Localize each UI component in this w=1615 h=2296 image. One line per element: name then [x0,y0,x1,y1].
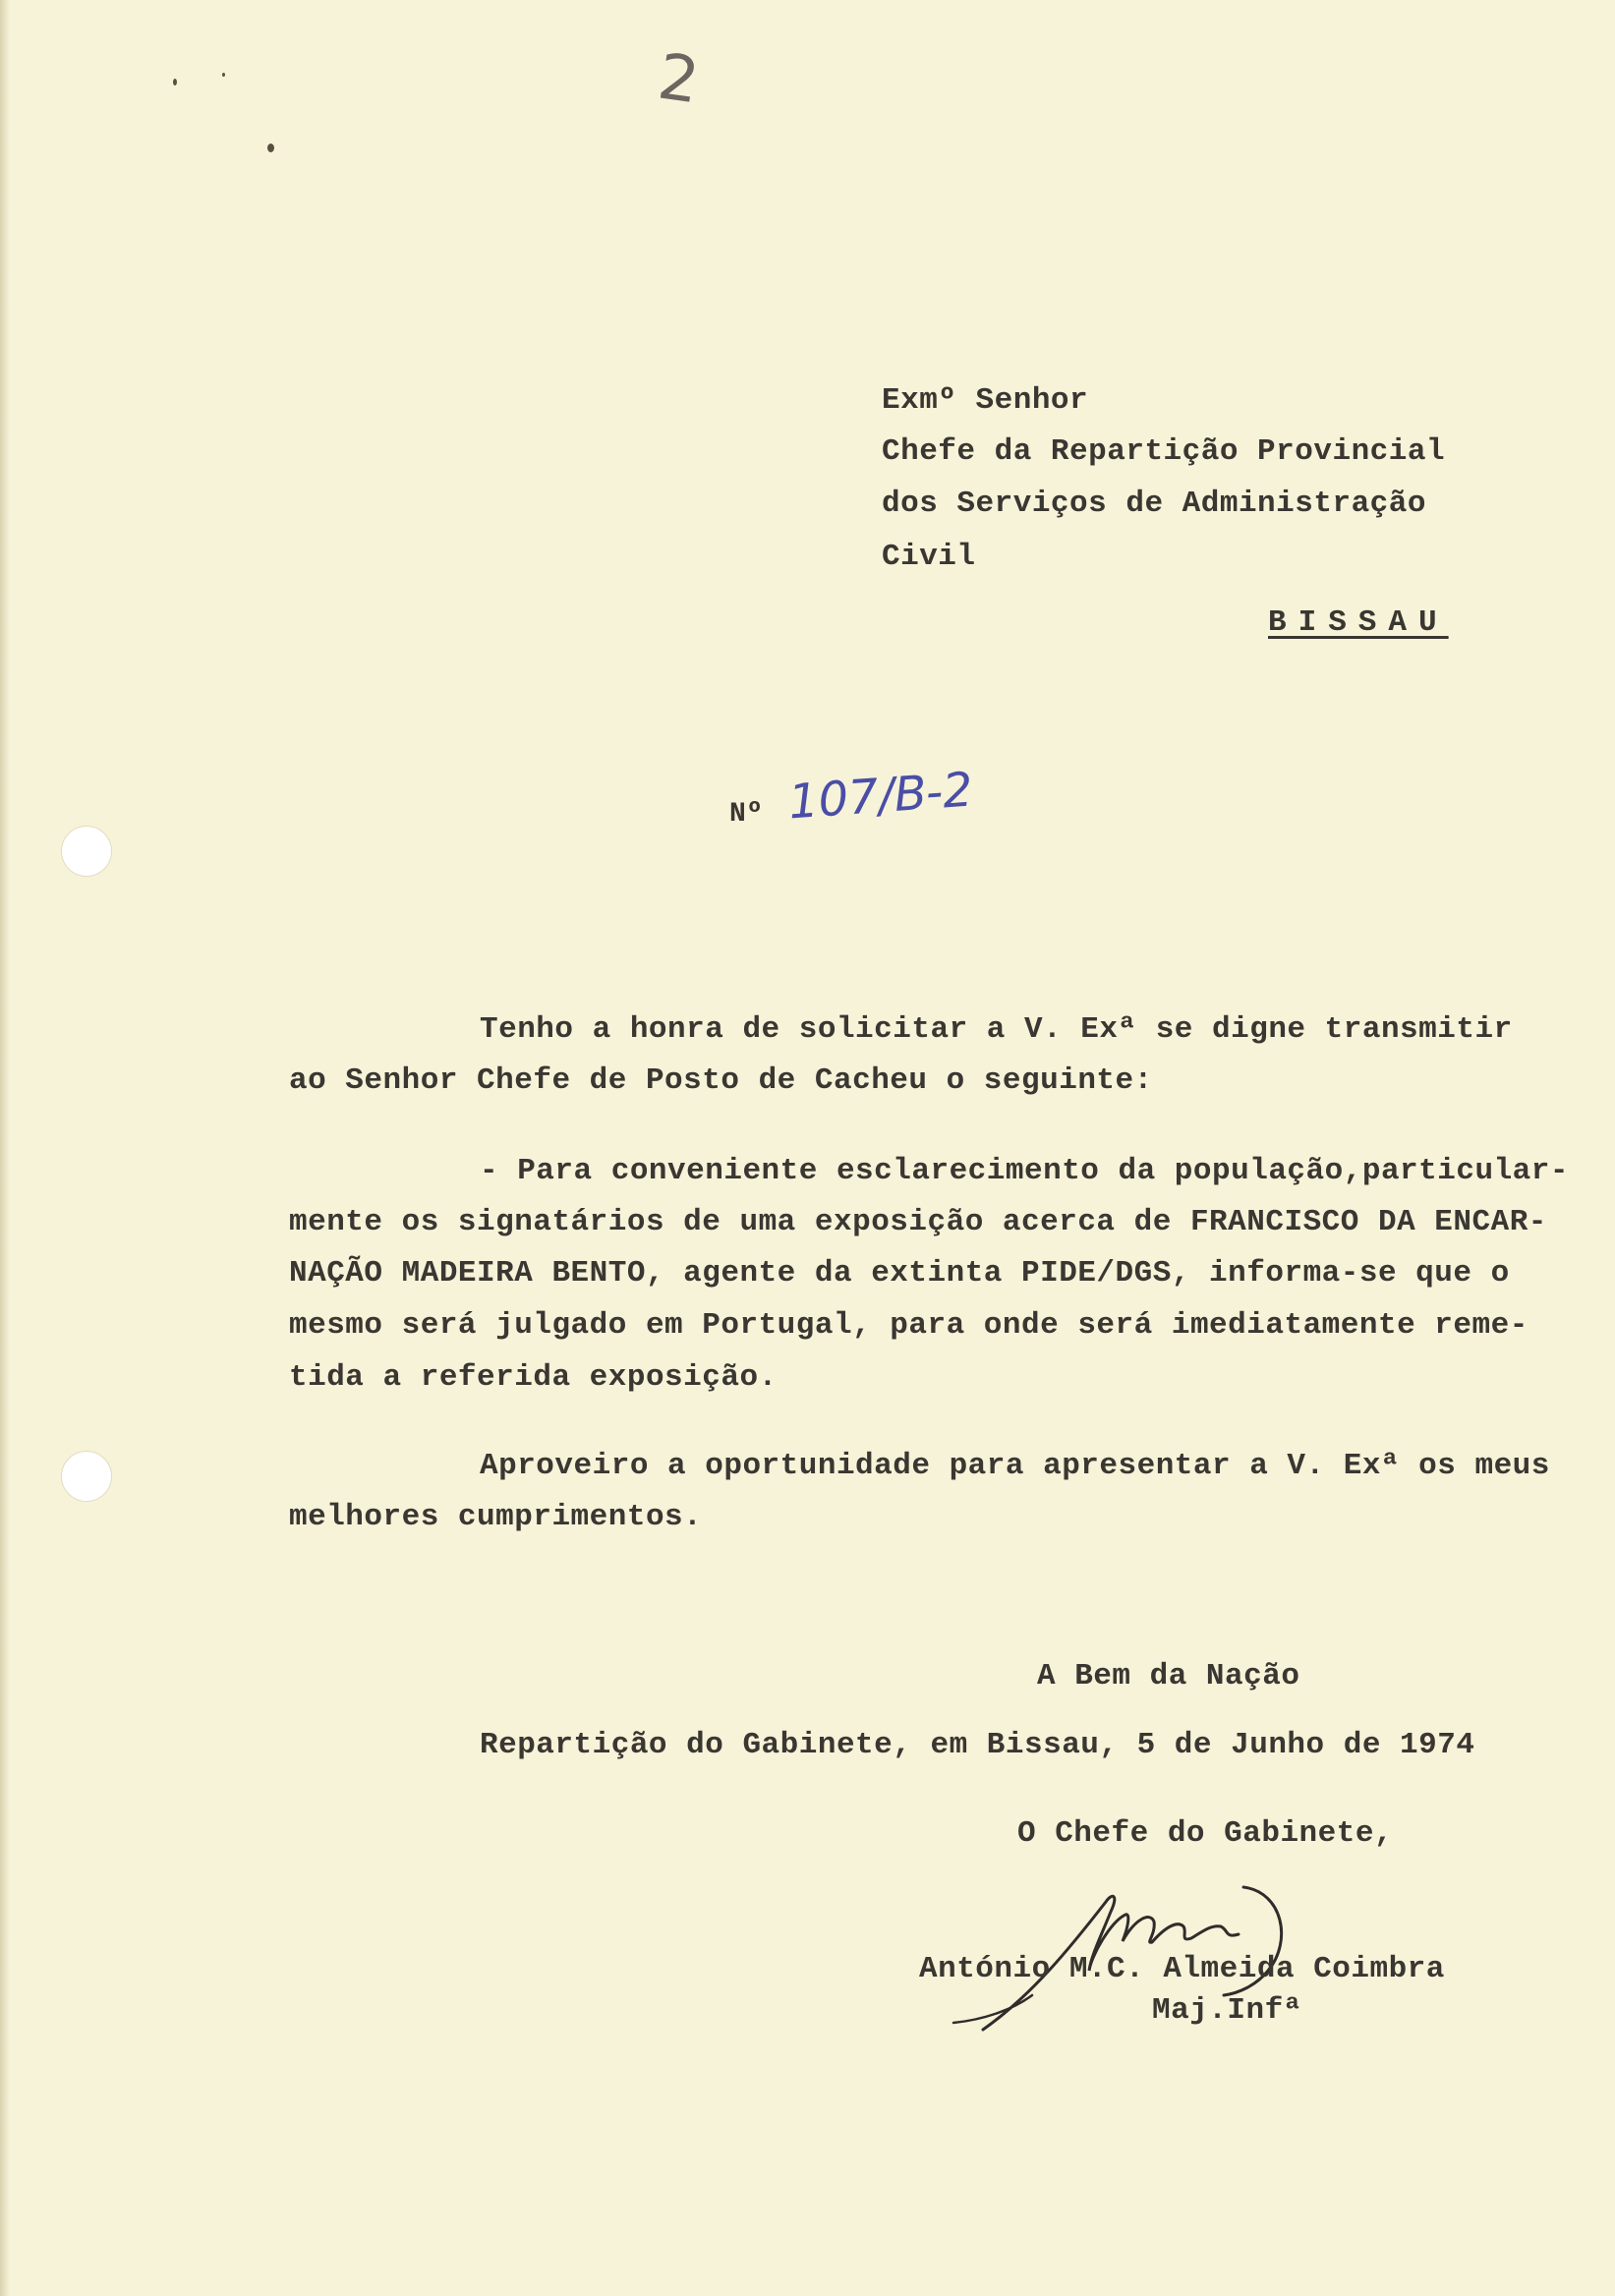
recipient-line-4: Civil [882,540,976,574]
closing-role: O Chefe do Gabinete, [1017,1816,1394,1851]
body-p3-line-2: melhores cumprimentos. [289,1500,703,1534]
body-p1-line-1: Tenho a honra de solicitar a V. Exª se digne transmitir [480,1012,1513,1047]
recipient-line-2: Chefe da Repartição Provincial [882,434,1446,469]
paper-speck [267,144,274,152]
paper-speck [173,79,177,86]
body-p2-line-2: mente os signatários de uma exposição acerca de FRANCISCO DA ENCAR- [289,1205,1547,1239]
closing-place-date: Repartição do Gabinete, em Bissau, 5 de Junho de 1974 [480,1728,1475,1762]
body-p2-line-3: NAÇÃO MADEIRA BENTO, agente da extinta PIDE/DGS, informa-se que o [289,1256,1510,1291]
recipient-city: BISSAU [1268,605,1449,640]
body-p1-line-2: ao Senhor Chefe de Posto de Cacheu o seguinte: [289,1063,1153,1098]
closing-salutation: A Bem da Nação [1037,1659,1300,1693]
reference-prefix: Nº [729,799,764,830]
body-p2-line-1: - Para conveniente esclarecimento da população,particular- [480,1154,1569,1188]
reference-number-handwritten: 107/B-2 [786,762,975,831]
recipient-line-3: dos Serviços de Administração [882,487,1426,521]
paper-edge [0,0,10,2296]
punch-hole-lower [61,1451,112,1502]
signatory-name: António M.C. Almeida Coimbra [919,1952,1445,1986]
punch-hole-upper [61,826,112,877]
pencil-page-number: 2 [654,40,705,119]
paper-speck [222,73,225,77]
body-p2-line-4: mesmo será julgado em Portugal, para onde será imediatamente reme- [289,1308,1528,1343]
body-p2-line-5: tida a referida exposição. [289,1360,778,1395]
signatory-rank: Maj.Infª [1152,1993,1302,2028]
recipient-line-1: Exmº Senhor [882,383,1089,418]
body-p3-line-1: Aproveiro a oportunidade para apresentar a V. Exª os meus [480,1449,1550,1483]
